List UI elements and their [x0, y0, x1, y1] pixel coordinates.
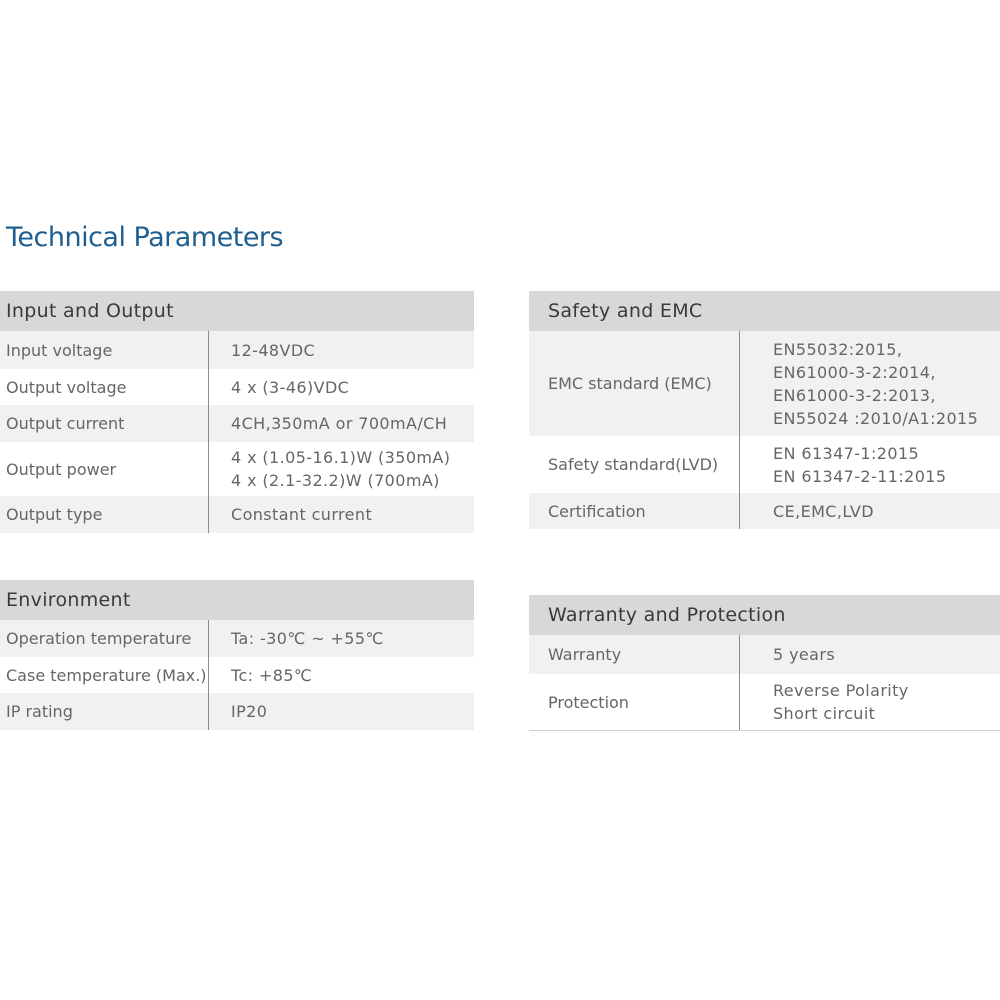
value-line: EN 61347-1:2015 — [773, 443, 920, 463]
value-line: Ta: -30℃ ~ +55℃ — [231, 629, 384, 648]
table-row — [0, 496, 474, 533]
warranty-protection-section — [529, 595, 1000, 731]
row-label: Output current — [0, 405, 209, 442]
value-line: 4 x (3-46)VDC — [231, 377, 350, 397]
row-value — [209, 369, 349, 405]
row-label: IP rating — [0, 693, 209, 730]
value-line: EN55024 :2010/A1:2015 — [773, 408, 979, 428]
page-title: Technical Parameters — [6, 222, 284, 253]
row-value — [740, 436, 946, 493]
row-label: Case temperature (Max.) — [0, 657, 209, 693]
row-label: Output voltage — [0, 369, 209, 405]
table-row — [0, 657, 474, 693]
row-label: Protection — [529, 674, 740, 730]
value-line: EN55032:2015, — [773, 339, 903, 359]
value-line: 12-48VDC — [231, 340, 316, 360]
divider — [529, 730, 1000, 731]
value-line: EN61000-3-2:2013, — [773, 385, 936, 405]
value-line: 4 x (1.05-16.1)W (350mA) — [231, 448, 451, 467]
row-label: Output type — [0, 496, 209, 533]
row-value — [209, 496, 372, 533]
row-label: EMC standard (EMC) — [529, 331, 740, 436]
row-value — [209, 405, 447, 442]
row-value — [740, 493, 874, 529]
row-label: Certification — [529, 493, 740, 529]
input-output-section — [0, 291, 474, 533]
row-value — [209, 693, 267, 730]
environment-section — [0, 580, 474, 730]
row-value — [209, 657, 312, 693]
table-row — [529, 635, 1000, 674]
table-row — [529, 493, 1000, 529]
row-label: Operation temperature — [0, 620, 209, 657]
value-line: 4CH,350mA or 700mA/CH — [231, 414, 448, 433]
table-row — [0, 693, 474, 730]
row-label: Output power — [0, 442, 209, 496]
table-row — [529, 436, 1000, 493]
section-header: Safety and EMC — [529, 291, 1000, 331]
value-line: EN 61347-2-11:2015 — [773, 466, 947, 486]
value-line: 5 years — [773, 645, 836, 664]
row-label: Safety standard(LVD) — [529, 436, 740, 493]
value-line: IP20 — [231, 702, 268, 721]
value-line: Tc: +85℃ — [231, 665, 313, 685]
safety-emc-section — [529, 291, 1000, 529]
value-line: CE,EMC,LVD — [773, 501, 874, 521]
value-line: Reverse Polarity — [773, 681, 909, 700]
table-row — [0, 369, 474, 405]
value-line: Short circuit — [773, 704, 876, 723]
row-label: Warranty — [529, 635, 740, 674]
row-value — [209, 331, 315, 369]
section-header: Environment — [0, 580, 474, 620]
value-line: Constant current — [231, 505, 373, 524]
row-label: Input voltage — [0, 331, 209, 369]
section-header: Warranty and Protection — [529, 595, 1000, 635]
value-line: EN61000-3-2:2014, — [773, 362, 936, 382]
table-row — [0, 405, 474, 442]
row-value — [209, 620, 384, 657]
section-header: Input and Output — [0, 291, 474, 331]
row-value — [740, 331, 978, 436]
row-value — [209, 442, 450, 496]
table-row — [0, 442, 474, 496]
row-value — [740, 674, 909, 730]
value-line: 4 x (2.1-32.2)W (700mA) — [231, 471, 440, 490]
table-row — [529, 674, 1000, 730]
table-row — [529, 331, 1000, 436]
table-row — [0, 620, 474, 657]
table-row — [0, 331, 474, 369]
row-value — [740, 635, 835, 674]
